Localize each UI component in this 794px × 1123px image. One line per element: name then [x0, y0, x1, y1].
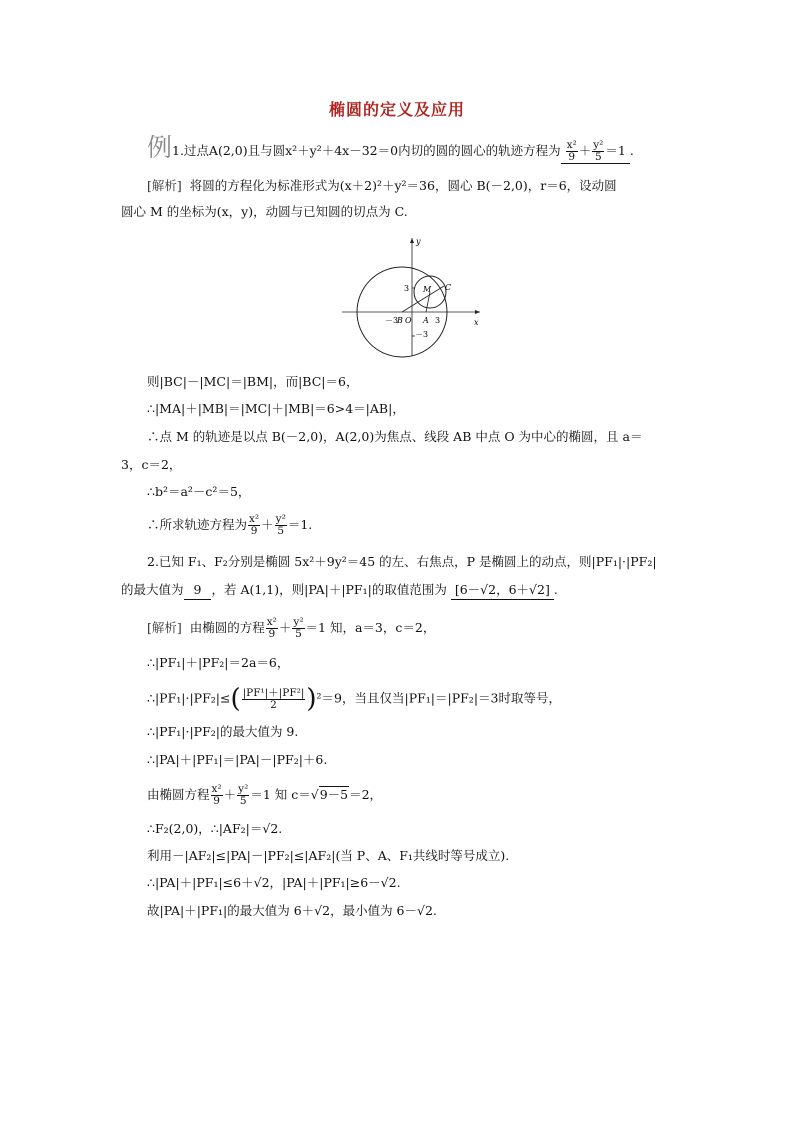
solution-1-step-4: ∴|MA|＋|MB|＝|MC|＋|MB|＝6>4＝|AB|， — [147, 401, 405, 416]
circle-diagram — [338, 232, 486, 358]
x-axis-arrow — [475, 310, 480, 314]
point-b-label: B — [397, 316, 403, 325]
solution-1-step-5a: ∴点 M 的轨迹是以点 B(－2,0)，A(2,0)为焦点、线段 AB 中点 O 为中心的椭圆，且 a＝ — [147, 429, 643, 444]
problem-2-line-1: 2.已知 F₁、F₂分别是椭圆 5x²＋9y²＝45 的左、右焦点，P 是椭圆上的动点，则|PF₁|·|PF₂| — [147, 554, 657, 569]
x-tick-minus3: －3 — [385, 316, 399, 325]
x-label: x — [474, 318, 479, 327]
y-label: y — [416, 237, 421, 246]
solution-2-step-4: ∴|PF₁|·|PF₂|的最大值为 9. — [147, 724, 299, 739]
solution-2-step-5: ∴|PA|＋|PF₁|＝|PA|－|PF₂|＋6. — [147, 752, 328, 767]
solution-1-line-2: 圆心 M 的坐标为(x，y)，动圆与已知圆的切点为 C. — [121, 204, 408, 219]
problem-2-answer-1: 9 — [184, 581, 212, 600]
y-tick-3: 3 — [404, 284, 410, 293]
solution-1-line-1: [解析] 将圆的方程化为标准形式为(x＋2)²＋y²＝36，圆心 B(－2,0)，r＝6，设动圆 — [147, 178, 617, 193]
solution-label: [解析] — [147, 620, 182, 635]
solution-2-step-8: 利用－|AF₂|≤|PA|－|PF₂|≤|AF₂|(当 P、A、F₁共线时等号成立). — [147, 848, 510, 863]
page-title: 椭圆的定义及应用 — [328, 100, 465, 119]
y-tick-minus3: －3 — [415, 330, 429, 339]
point-m-label: M — [423, 285, 432, 294]
solution-1-step-7: ∴所求轨迹方程为 $\frac{\text{x²}}{9}$ ＋ $\frac{\text{y²}}{5}$ ＝1. — [147, 513, 313, 537]
example-badge: 例 — [147, 133, 173, 162]
solution-label: [解析] — [147, 178, 182, 193]
problem-2-answer-2: [6－√2，6＋√2] — [451, 581, 554, 600]
solution-1-step-3: 则|BC|－|MC|＝|BM|，而|BC|＝6， — [147, 374, 359, 389]
solution-2-step-3: ∴|PF₁|·|PF₂|≤( $\frac{\text{|PF¹|＋|PF²|}}{2}$ )²＝9，当且仅当|PF₁|＝|PF₂|＝3时取等号， — [147, 684, 561, 714]
point-a-label: A — [423, 316, 429, 325]
problem-1-stem: 1.过点A(2,0)且与圆x²＋y²＋4x－32＝0内切的圆的圆心的轨迹方程为 — [172, 143, 561, 158]
solution-2-step-2: ∴|PF₁|＋|PF₂|＝2a＝6， — [147, 655, 290, 670]
point-c-label: C — [445, 283, 452, 292]
x-tick-3: 3 — [435, 316, 441, 325]
problem-2-line-2: 的最大值为 9 ，若 A(1,1)，则|PA|＋|PF₁|的取值范围为 [6－√2，6＋√2] . — [121, 581, 558, 600]
solution-1-step-5b: 3，c＝2， — [121, 457, 182, 472]
solution-2-step-7: ∴F₂(2,0)，∴|AF₂|＝√2. — [147, 821, 283, 836]
solution-2-step-1: [解析] 由椭圆的方程 $\frac{\text{x²}}{9}$ ＋ $\frac{\text{y²}}{5}$ ＝1 知，a＝3，c＝2， — [147, 616, 436, 640]
solution-1-step-6: ∴b²＝a²－c²＝5， — [147, 484, 251, 499]
solution-2-step-9: ∴|PA|＋|PF₁|≤6＋√2，|PA|＋|PF₁|≥6－√2. — [147, 875, 401, 890]
problem-1-answer: $\frac{\text{x²}}{9}$ ＋ $\frac{\text{y²}}{5}$ ＝1 — [561, 140, 630, 164]
origin-label: O — [405, 316, 412, 325]
problem-1: 1.过点A(2,0)且与圆x²＋y²＋4x－32＝0内切的圆的圆心的轨迹方程为 $\frac{\text{x²}}{9}$ ＋ $\frac{\text{y²}}{5}$ ＝1 . — [172, 139, 634, 163]
segment-ma — [426, 292, 430, 312]
solution-2-step-6: 由椭圆方程 $\frac{\text{x²}}{9}$ ＋ $\frac{\text{y²}}{5}$ ＝1 知 c＝√9－5＝2， — [147, 783, 383, 807]
y-axis-arrow — [410, 238, 414, 243]
solution-2-step-10: 故|PA|＋|PF₁|的最大值为 6＋√2，最小值为 6－√2. — [147, 903, 437, 918]
